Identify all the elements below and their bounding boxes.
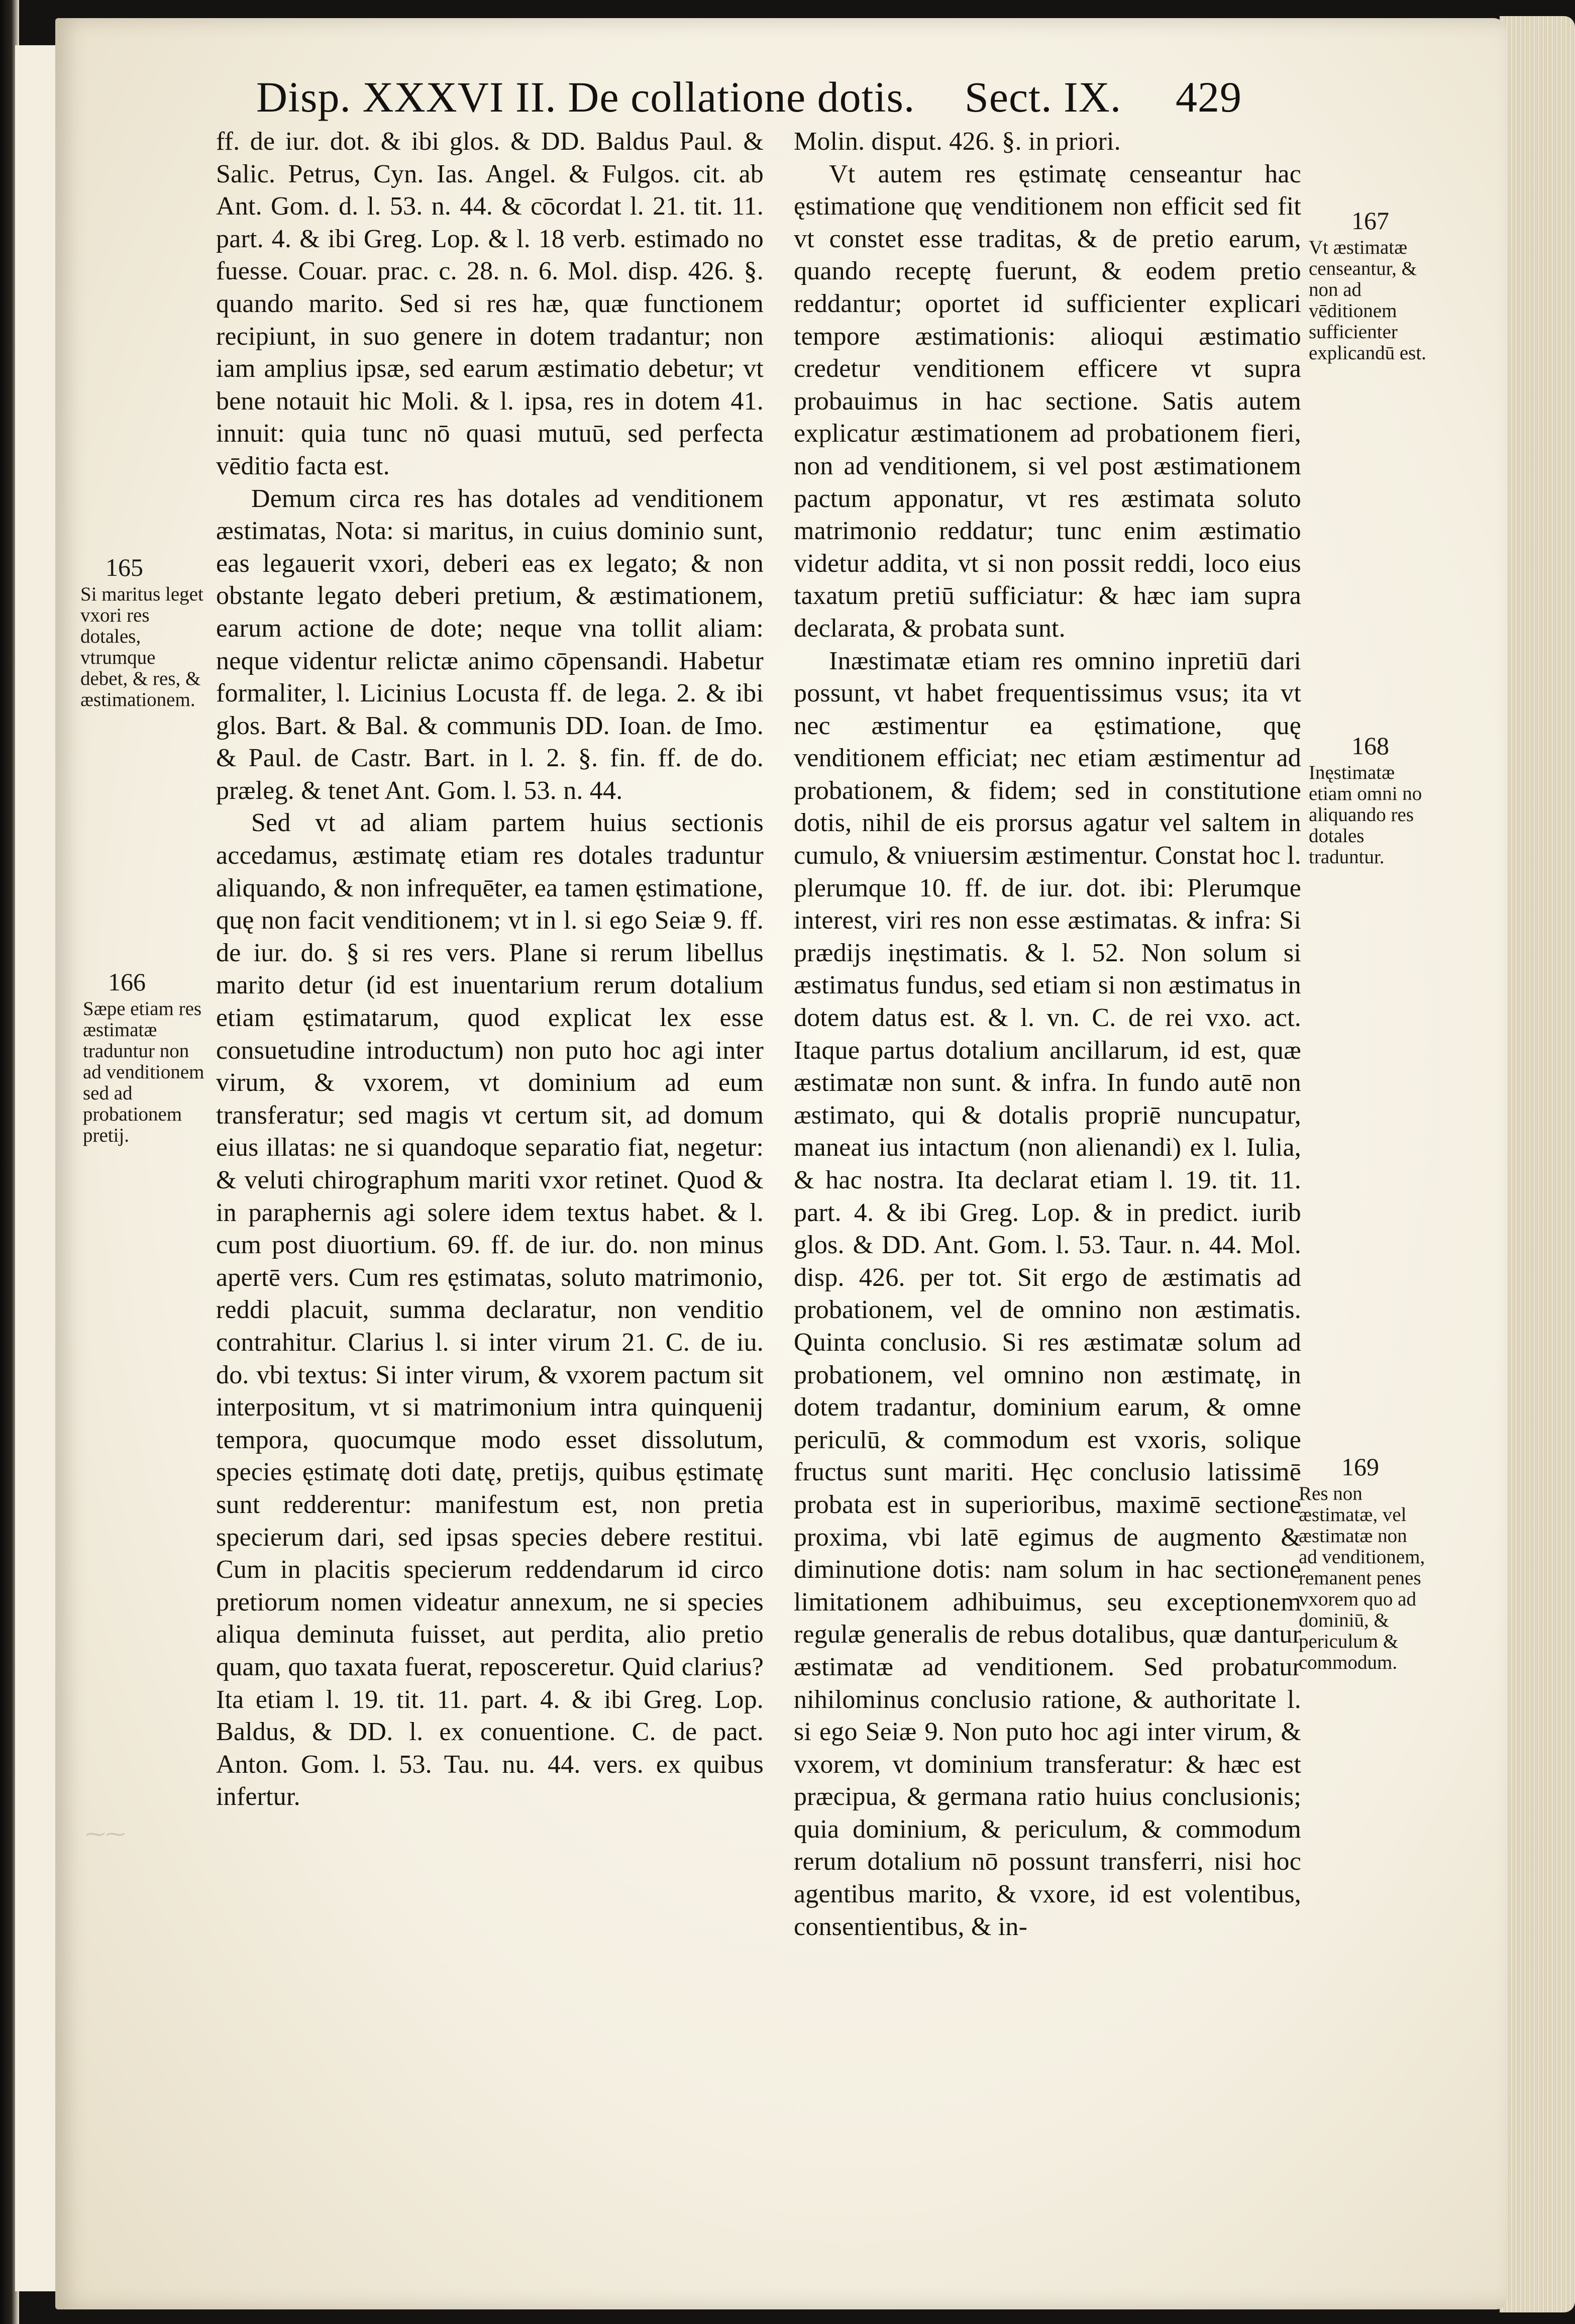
margin-note-167 — [1309, 206, 1434, 364]
margin-note-165 — [80, 553, 206, 711]
running-head — [256, 64, 1261, 130]
running-title: Disp. XXXVI II. De collatione dotis. — [256, 73, 915, 121]
margin-note-text: Si maritus leget vxori res dotales, vtrumque debet, & res, & æstimationem. — [80, 583, 203, 711]
paragraph: ff. de iur. dot. & ibi glos. & DD. Baldus Paul. & Salic. Petrus, Cyn. Ias. Angel. & Fulgos. cit. ab Ant. Gom. d. l. 53. n. 44. & cōcordat l. 21. tit. 11. part. 4. & ibi Greg. Lop. & l. 18 verb. estimado no fuesse. Couar. prac. c. 28. n. 6. Mol. disp. 426. §. quando marito. Sed si res hæ, quæ functionem recipiunt, in suo genere in dotem tradantur; non iam amplius ipsæ, sed earum æstimatio debetur; vt bene notauit hic Moli. & l. ipsa, res in dotem 41. innuit: quia tunc nō quasi mutuū, sed perfecta vēditio facta est. — [216, 127, 764, 480]
paragraph: Molin. disput. 426. §. in priori. — [794, 127, 1121, 156]
margin-note-169 — [1299, 1452, 1427, 1673]
margin-note-166 — [83, 967, 208, 1146]
paragraph: Sed vt ad aliam partem huius sectionis accedamus, æstimatę etiam res dotales traduntur aliquando, & non infrequēter, ea tamen ęstimatione, quę non facit venditionem; vt in l. si ego Seiæ 9. ff. de iur. do. § si res vers. Plane si rerum libellus marito detur (id est inuentarium rerum dotalium etiam ęstimatarum, quod explicat lex esse consuetudine introductum) non puto hoc agi inter virum, & vxorem, vt dominium ad eum transferatur; sed magis vt certum sit, ad domum eius illatas: ne si quandoque separatio fiat, negetur: & veluti chirographum mariti vxor retinet. Quod & in paraphernis agi solere idem textus habet. & l. cum post diuortium. 69. ff. de iur. do. non minus apertē vers. Cum res ęstimatas, soluto matrimonio, reddi placuit, summa declaratur, non venditio contrahitur. Clarius l. si inter virum 21. C. de iu. do. vbi textus: Si inter virum, & vxorem pactum sit interpositum, vt si matrimonium intra quinquenij tempora, quocumque modo esset dissolutum, species ęstimatę doti datę, pretijs, quibus ęstimatę sunt redderentur: manifestum est, non pretia specierum dari, sed ipsas species debere restitui. Cum in placitis specierum reddendarum id circo pretiorum nomen videatur annexum, ne si species aliqua deminuta fuisset, aut perdita, alio pretio quam, quo taxata fuerat, reposceretur. Quid clarius? Ita etiam l. 19. tit. 11. part. 4. & ibi Greg. Lop. Baldus, & DD. l. ex conuentione. C. de pact. Anton. Gom. l. 53. Tau. nu. 44. vers. ex quibus infertur. — [216, 809, 764, 1811]
right-text-column — [794, 126, 1301, 1943]
section-label: Sect. IX. — [965, 73, 1122, 121]
margin-note-text: Sæpe etiam res æstimatæ traduntur non ad venditionem sed ad probationem pretij. — [83, 998, 204, 1146]
margin-note-text: Res non æstimatæ, vel æstimatæ non ad venditionem, remanent penes vxorem quo ad dominiū, & periculum & commodum. — [1299, 1483, 1425, 1673]
margin-note-text: Vt æstimatæ censeantur, & non ad vēditionem sufficienter explicandū est. — [1309, 237, 1426, 364]
paragraph: Demum circa res has dotales ad venditionem æstimatas, Nota: si maritus, in cuius dominio sunt, eas legauerit vxori, deberi eas ex legato; & non obstante legato deberi pretium, & æstimationem, earum actione de dote; neque vna tollit aliam: neque videntur relictæ animo cōpensandi. Habetur formaliter, l. Licinius Locusta ff. de lega. 2. & ibi glos. Bart. & Bal. & communis DD. Ioan. de Imo. & Paul. de Castr. Bart. in l. 2. §. fin. ff. de do. præleg. & tenet Ant. Gom. l. 53. n. 44. — [216, 484, 764, 805]
paragraph: Inæstimatæ etiam res omnino inpretiū dari possunt, vt habet frequentissimus vsus; ita vt nec æstimentur ea ęstimatione, quę venditionem efficiat; nec etiam æstimentur ad probationem, & fidem; sed in constitutione dotis, nihil de eis prorsus agatur vel saltem in cumulo, & vniuersim æstimentur. Constat hoc l. plerumque 10. ff. de iur. dot. ibi: Plerumque interest, viri res non esse æstimatas. & infra: Si prædijs inęstimatis. & l. 52. Non solum si æstimatus fundus, sed etiam si non æstimatus in dotem datus est. & l. vn. C. de rei vxo. act. Itaque partus dotalium ancillarum, id est, quæ æstimatæ non sunt. & infra. In fundo autē non æstimato, qui & dotalis propriē nuncupatur, maneat ius intactum (non alienandi) ex l. Iulia, & hac nostra. Ita declarat etiam l. 19. tit. 11. part. 4. & ibi Greg. Lop. & in predict. iurib glos. & DD. Ant. Gom. l. 53. Taur. n. 44. Mol. disp. 426. per tot. Sit ergo de æstimatis ad probationem, vel de omnino non æstimatis. Quinta conclusio. Si res æstimatæ solum ad probationem, vel omnino non æstimatę, in dotem tradantur, dominium earum, & omne periculū, & commodum est vxoris, solique fructus sunt mariti. Hęc conclusio latissimē probata est in superioribus, maximē sectione proxima, vbi latē egimus de augmento & diminutione dotis: nam solum in hac sectione limitationem adhibuimus, seu exceptionem regulæ generalis de rebus dotalibus, quæ dantur æstimatæ ad venditionem. Sed probatur nihilominus conclusio ratione, & authoritate l. si ego Seiæ 9. Non puto hoc agi inter virum, & vxorem, vt dominium transferatur: & hæc est præcipua, & germana ratio huius conclusionis; quia dominium, & periculum, & commodum rerum dotalium nō possunt transferri, nisi hoc agentibus marito, & vxore, id est volentibus, consentientibus, & in- — [794, 646, 1301, 1941]
margin-note-number: 166 — [108, 968, 146, 996]
margin-note-number: 168 — [1351, 732, 1389, 760]
margin-note-number: 167 — [1351, 207, 1389, 235]
margin-note-168 — [1309, 731, 1434, 868]
margin-note-text: Inęstimatæ etiam omni no aliquando res dotales traduntur. — [1309, 762, 1422, 868]
left-text-column — [216, 126, 764, 1813]
bleed-through-mark: ⁓⁓ — [85, 1823, 126, 1845]
page-number: 429 — [1176, 73, 1242, 121]
page-edges — [1500, 16, 1575, 2312]
margin-note-number: 165 — [106, 553, 143, 581]
paragraph: Vt autem res ęstimatę censeantur hac ęstimatione quę venditionem non efficit sed fit vt constet esse traditas, & de pretio earum, quando receptę fuerunt, & eodem pretio reddantur; oportet id sufficienter explicari tempore æstimationis: alioqui æstimatio credetur venditionem efficere vt supra probauimus in hac sectione. Satis autem explicatur æstimationem ad probationem fieri, non ad venditionem, si vel post æstimationem pactum apponatur, vt res æstimata soluto matrimonio reddatur; tunc enim æstimatio videtur addita, vt si non possit reddi, loco eius taxatum pretiū sufficiatur: & hæc iam supra declarata, & probata sunt. — [794, 159, 1301, 643]
margin-note-number: 169 — [1341, 1453, 1379, 1481]
